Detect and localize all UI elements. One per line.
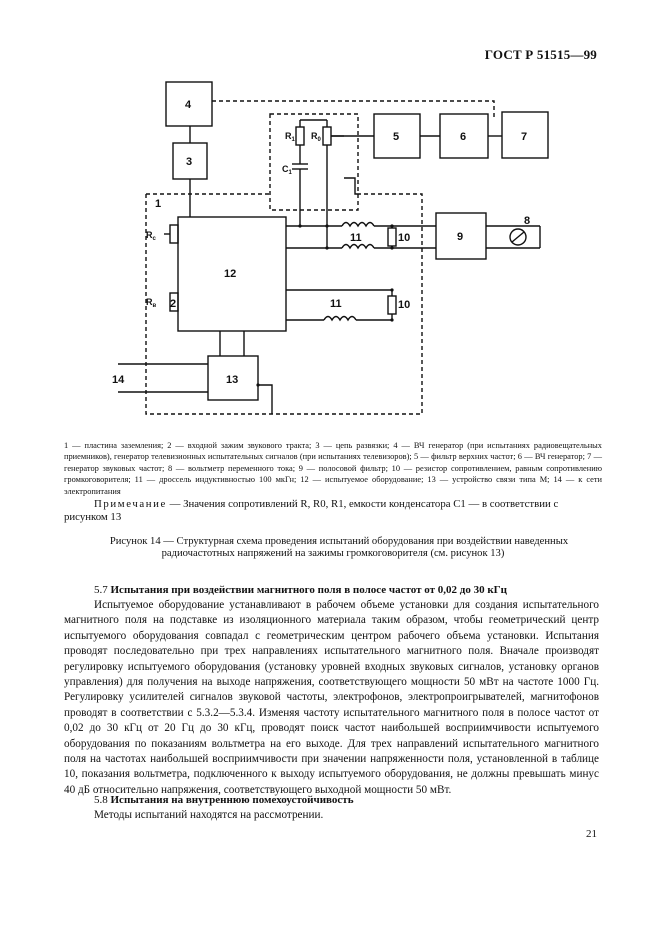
- figure-note: [94, 498, 602, 511]
- note-tail: , R0, R1, емкости конденсатора C1 — в соответствии с: [307, 498, 559, 510]
- resistor-r0: [323, 127, 331, 145]
- figure-caption: Рисунок 14 — Структурная схема проведения испытаний оборудования при воздействии наведенных: [109, 536, 569, 547]
- decoupling-network-box: [270, 114, 358, 210]
- figure-note-continuation: рисунком 13: [64, 511, 122, 523]
- label-11b: 11: [330, 298, 342, 310]
- label-10a: 10: [398, 232, 411, 244]
- choke-11b: [324, 317, 356, 321]
- resistor-r1: [296, 127, 304, 145]
- section-5-7-paragraph: Испытуемое оборудование устанавливают в рабочем объеме установки для создания испытательного магнитного поля на подставке из изоляционного материала таким образом, чтобы геометрический центр испытуемого оборудования совпадал с геометрическим центром рабочего объема установки. Испытания проводят последовательно при трех направлениях испытательного магнитного поля. Вначале производят регулировку испытуемого оборудования (установку уровней входных звуковых сигналов, установку органов управления) для получения на выходе напряжения, соответствующего мощности 50 мВт на частоте 1000 Гц. Регулировку усилителей сигналов звуковой частоты, электрофонов, электропроигрывателей, магнитофонов проводят в соответствии с 5.3.2—5.3.4. Изменяя частоту испытательного магнитного поля в полосе частот от 0,02 до 30 кГц от 20 Гц до 30 кГц, проводят поиск частот наибольшей восприимчивости испытуемого оборудования по показаниям вольтметра на его выходе. Для трех направлений испытательного магнитного поля на частотах наибольшей восприимчивости при значении напряженности поля, установленной в таблице 10, показания вольтметра, подключенного к выходу испытуемого оборудования, не должны превышать минус 40 дБ относительно напряжения, соответствующего выходной мощности 50 мВт.: [64, 599, 599, 796]
- svg-text:Rв: $R_в$: [146, 297, 157, 309]
- label-rb: R: [146, 297, 153, 307]
- section-5-8-paragraph: Методы испытаний находятся на рассмотрении.: [94, 809, 324, 821]
- label-r1: R: [285, 131, 292, 141]
- label-6: 6: [460, 131, 467, 143]
- label-c1: C: [282, 164, 289, 174]
- note-text: — Значения сопротивлений R: [166, 498, 308, 510]
- svg-text:R0: $R_0$: [311, 131, 321, 143]
- section-5-7-heading: 5.7 Испытания при воздействии магнитного поля в полосе частот от 0,02 до 30 кГц: [94, 584, 508, 596]
- label-14: 14: [112, 374, 125, 386]
- label-5: 5: [393, 131, 400, 143]
- note-lead: Примечание: [94, 498, 167, 510]
- choke-11a: [342, 223, 374, 227]
- label-3: 3: [186, 156, 193, 168]
- label-2: 2: [170, 298, 177, 310]
- document-header: ГОСТ Р 51515—99: [484, 47, 597, 62]
- resistor-10a: [388, 228, 396, 246]
- label-8: 8: [524, 215, 531, 227]
- svg-text:R1: $R_1$: [285, 131, 295, 143]
- label-10b: 10: [398, 299, 411, 311]
- section-5-8-heading: 5.8 Испытания на внутреннюю помехоустойчивость: [94, 794, 354, 806]
- figure-legend: 1 — пластина заземления; 2 — входной зажим звукового тракта; 3 — цепь развязки; 4 — ВЧ генератор (при испытаниях радиовещательных приемников), генератор телевизионных испытательных сигналов (при испытаниях телевизоров); 5 — фильтр верхних частот; 6 — ВЧ генератор; 7 — генератор звуковых частот; 8 — вольтметр переменного тока; 9 — полосовой фильтр; 10 — резистор сопротивлением, равным сопротивлению громкоговорителя; 11 — дроссель индуктивностью 100 мкГн; 12 — испытуемое оборудование; 13 — устройство связи типа М; 14 — к сети электропитания: [64, 441, 602, 496]
- label-4: 4: [185, 99, 192, 111]
- page-number: 21: [586, 828, 597, 840]
- section-5-8-title: Испытания на внутреннюю помехоустойчивость: [110, 794, 354, 806]
- resistor-rc: [170, 225, 178, 243]
- section-5-7-title: Испытания при воздействии магнитного поля в полосе частот от 0,02 до 30 кГц: [110, 584, 508, 596]
- label-13: 13: [226, 374, 239, 386]
- figure-caption-line2: радиочастотных напряжений на зажимы громкоговорителя (см. рисунок 13): [161, 548, 505, 559]
- label-1: 1: [155, 198, 162, 210]
- svg-text:C1: $C_1$: [282, 164, 292, 176]
- svg-text:Rc: $R_c$: [146, 230, 156, 242]
- label-r0: R: [311, 131, 318, 141]
- label-7: 7: [521, 131, 528, 143]
- block-diagram: [0, 0, 661, 430]
- resistor-10b: [388, 296, 396, 314]
- label-rc: R: [146, 230, 153, 240]
- label-9: 9: [457, 231, 464, 243]
- label-12: 12: [224, 268, 237, 280]
- label-11a: 11: [350, 232, 362, 244]
